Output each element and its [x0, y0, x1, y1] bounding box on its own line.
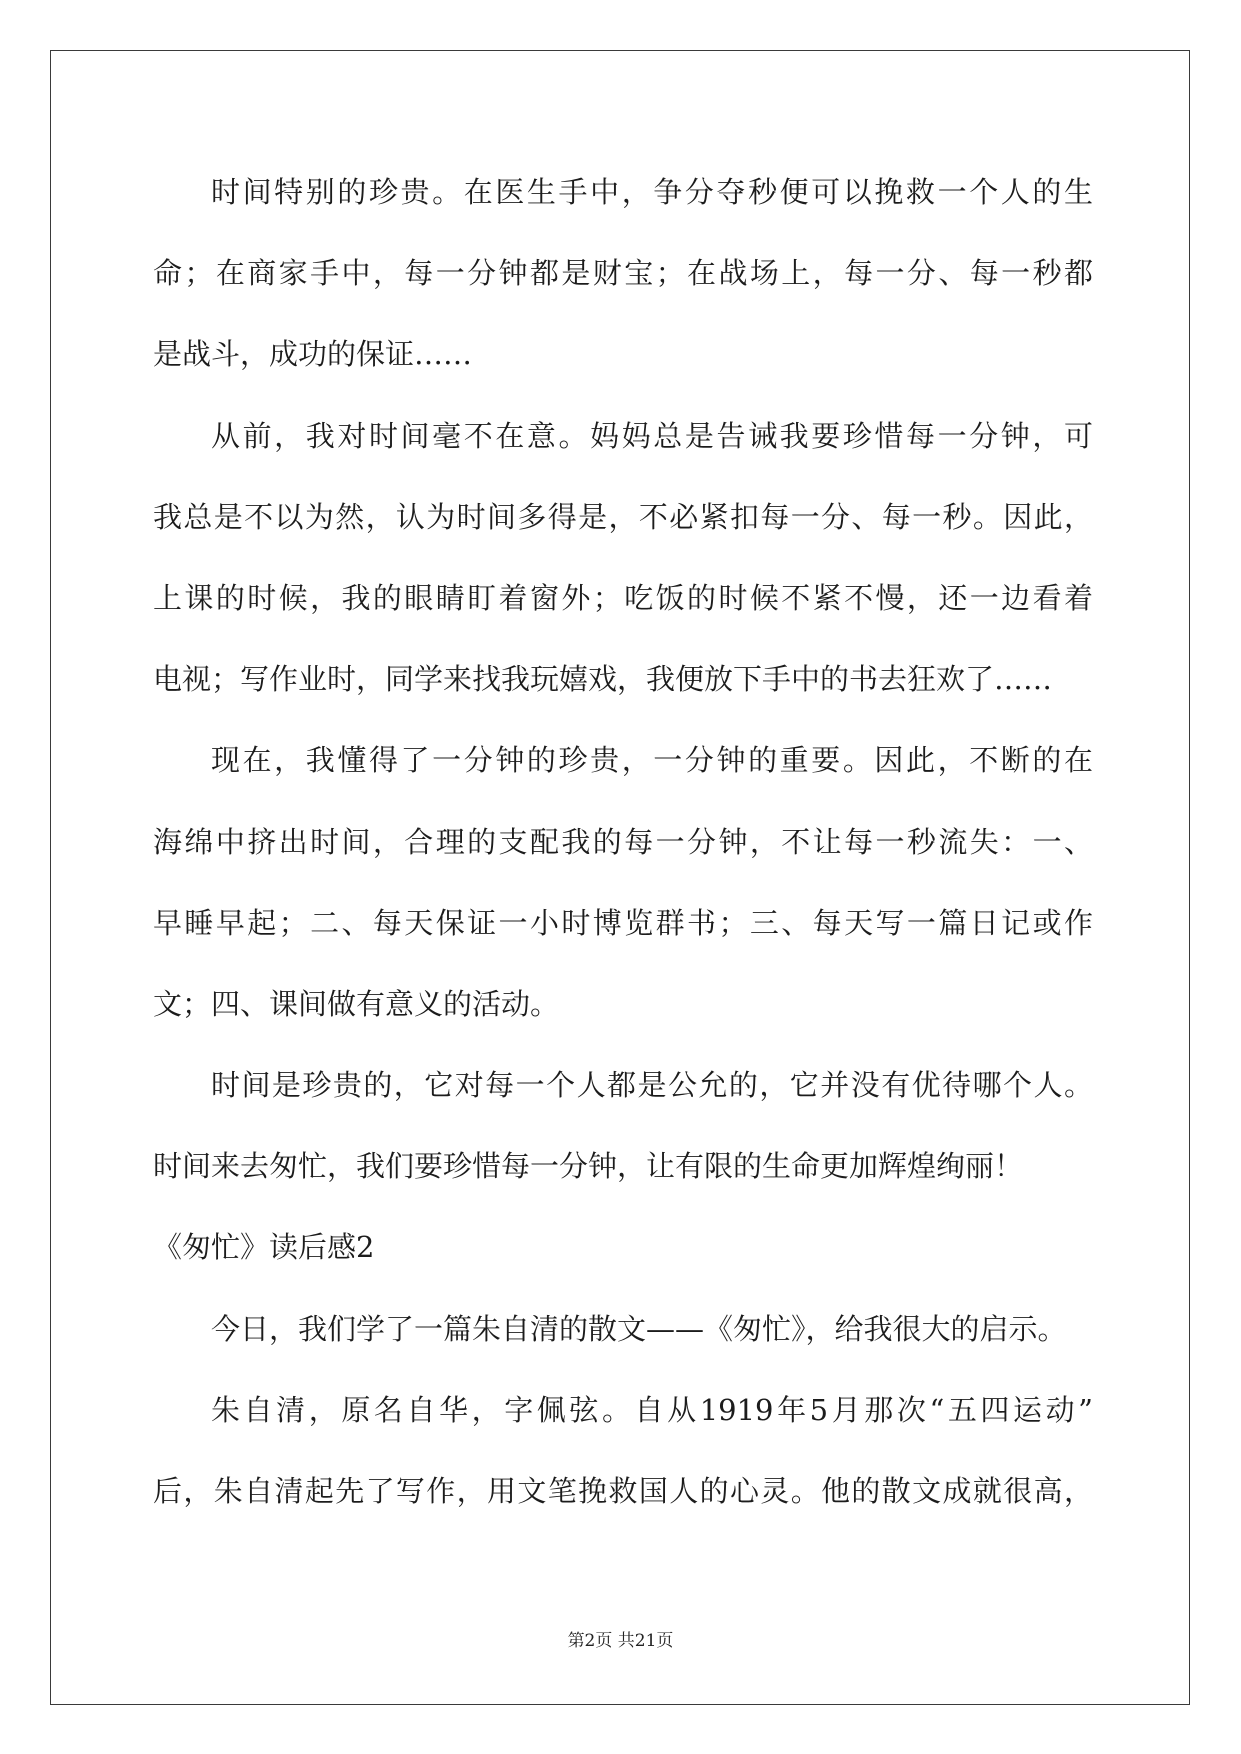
text-line: 时间来去匆忙，我们要珍惜每一分钟，让有限的生命更加辉煌绚丽！	[153, 1149, 1024, 1184]
text-line: 从前，我对时间毫不在意。妈妈总是告诫我要珍惜每一分钟，可	[211, 418, 1093, 453]
text-line: 是战斗，成功的保证……	[153, 337, 473, 372]
text-line: 早睡早起；二、每天保证一小时博览群书；三、每天写一篇日记或作	[153, 905, 1093, 940]
document-body	[153, 152, 1093, 1532]
text-line: 朱自清，原名自华，字佩弦。自从1919年5月那次“五四运动”	[211, 1392, 1093, 1427]
text-line: 现在，我懂得了一分钟的珍贵，一分钟的重要。因此，不断的在	[211, 743, 1093, 778]
text-line: 电视；写作业时，同学来找我玩嬉戏，我便放下手中的书去狂欢了……	[153, 662, 1053, 697]
text-line: 今日，我们学了一篇朱自清的散文——《匆忙》，给我很大的启示。	[211, 1311, 1067, 1346]
text-line: 后，朱自清起先了写作，用文笔挽救国人的心灵。他的散文成就很高，	[153, 1474, 1093, 1508]
text-line: 海绵中挤出时间，合理的支配我的每一分钟，不让每一秒流失：一、	[153, 824, 1093, 859]
text-line: 上课的时候，我的眼睛盯着窗外；吃饭的时候不紧不慢，还一边看着	[153, 580, 1093, 615]
text-line: 时间特别的珍贵。在医生手中，争分夺秒便可以挽救一个人的生	[211, 175, 1093, 209]
essay-title: 《匆忙》读后感2	[153, 1230, 375, 1265]
text-line: 我总是不以为然，认为时间多得是，不必紧扣每一分、每一秒。因此，	[153, 499, 1093, 534]
page-footer: 第2页 共21页	[567, 1631, 674, 1651]
text-line: 命；在商家手中，每一分钟都是财宝；在战场上，每一分、每一秒都	[153, 256, 1093, 291]
text-line: 时间是珍贵的，它对每一个人都是公允的，它并没有优待哪个人。	[211, 1068, 1093, 1103]
text-line: 文；四、课间做有意义的活动。	[153, 986, 560, 1021]
